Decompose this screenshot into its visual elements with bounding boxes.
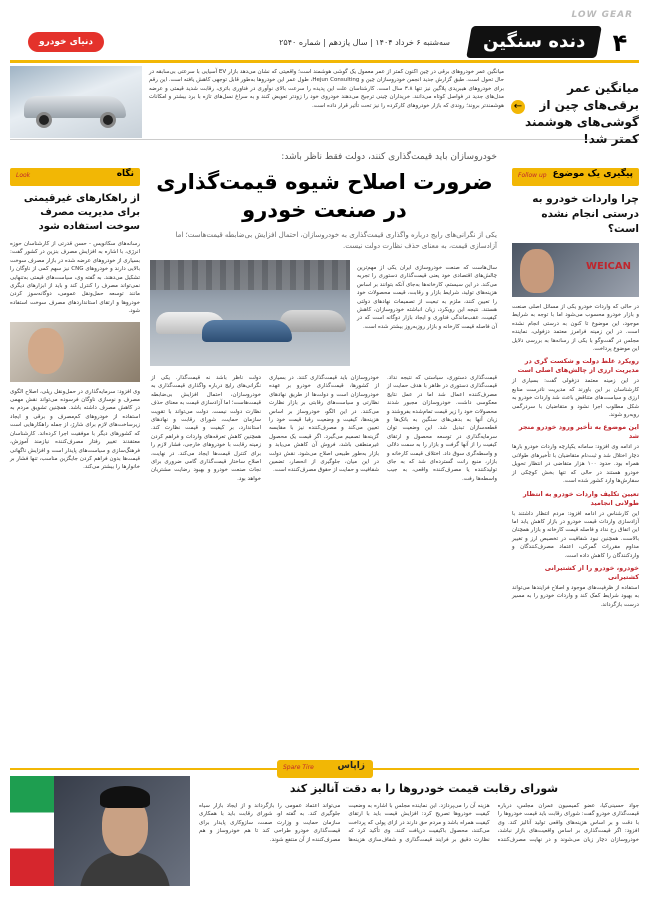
- lead-title: میانگین عمر برقی‌های چین از گوشی‌های هوشمند کمتر شد!: [525, 81, 639, 146]
- main-lead: یکی از نگرانی‌های رایج درباره واگذاری قیمت‌گذاری به خودروسازان، احتمال افزایش بی‌ضابطه قیمت‌هاست؛ اما آزادسازی قیمت، به معنای حذف نظارت دولت نیست.: [175, 231, 497, 250]
- main-column-2: خودروسازان باید قیمت‌گذاری کنند. در بسیاری از کشورها، قیمت‌گذاری خودرو بر عهده خودروسازان است و دولت‌ها از طریق نهادهای نظارتی و سیاست‌های رقابتی بر بازار نظارت می‌کنند. در این الگو، خودروساز بر اساس هزینه‌ها، کیفیت و وضعیت رقبا قیمت خود را تعیین می‌کند و مصرف‌کننده نیز با مقایسه گزینه‌ها تصمیم می‌گیرد. اگر قیمت یک محصول غیرمنطقی باشد، فروش آن کاهش می‌یابد و بازار به‌طور طبیعی اصلاح می‌شود. نقش دولت در این میان، جلوگیری از انحصار، تضمین شفافیت و حمایت از حقوق مصرف‌کننده است.: [269, 375, 379, 474]
- car-factory-photo: [150, 260, 350, 366]
- main-intro-paragraph: سال‌هاست که صنعت خودروسازی ایران یکی از مهم‌ترین چالش‌های اقتصادی خود یعنی قیمت‌گذاری دستوری را تجربه می‌کند. در این سیستم، کارخانه‌ها به‌جای آنکه بتوانند بر اساس هزینه‌های تولید، شرایط بازار و رقابت، قیمت محصولات خود را تعیین کنند، ملزم به تبعیت از تصمیمات نهادهای دولتی هستند. نتیجه این رویکرد، زیان انباشته خودروسازان، کاهش کیفیت، عقب‌ماندگی فناوری و ایجاد بازار دوگانه است که در آن فاصله قیمت کارخانه و بازار روزبه‌روز بیشتر شده است.: [357, 265, 497, 330]
- right-column: [512, 168, 639, 760]
- right-subhead-3: تعیین تکلیف واردات خودرو به انتظار طولانی انجامید: [522, 489, 639, 507]
- main-column-3: دولت ناظر باشد نه قیمت‌گذار. یکی از نگرانی‌های رایج درباره واگذاری قیمت‌گذاری به خودروسازان، احتمال افزایش بی‌ضابطه قیمت‌هاست؛ اما آزادسازی قیمت به معنای حذف نظارت دولت نیست. دولت می‌تواند با تقویت سازمان حمایت، شورای رقابت و نهادهای استاندارد، بر کیفیت و قیمت نظارت کند. همچنین کاهش تعرفه‌های واردات و فراهم کردن زمینه رقابت با خودروهای خارجی، فشار لازم را برای کنترل قیمت‌ها ایجاد می‌کند. در نهایت، اصلاح ساختار قیمت‌گذاری گامی ضروری برای نجات صنعت خودرو و بهبود رضایت مشتریان خواهد بود.: [151, 375, 261, 482]
- expert-photo: [10, 322, 140, 382]
- right-paragraph-4: این کارشناس در ادامه افزود: مردم انتظار داشتند با آزادسازی واردات قیمت خودرو در بازار کاهش یابد اما این اتفاق رخ نداد و فاصله قیمت کارخانه و بازار همچنان بالاست. همچنین نبود شفافیت در تخصیص ارز و تغییر مداوم مقررات گمرکی، اعتماد مصرف‌کنندگان و واردکنندگان را کاهش داده است.: [512, 510, 639, 559]
- cleric-photo: [10, 776, 190, 886]
- left-kicker: [10, 168, 140, 186]
- bottom-body: جواد حسینی‌کیا، عضو کمیسیون عمران مجلس، درباره قیمت‌گذاری خودرو گفت: شورای رقابت باید قیمت خودروها را با دقت و بر اساس هزینه‌های واقعی تولید آنالیز کند. وی افزود: اگر قیمت‌گذاری بر اساس واقعیت‌های بازار نباشد، خودروسازان دچار زیان می‌شوند و در نهایت مصرف‌کننده هزینه آن را می‌پردازد. این نماینده مجلس با اشاره به وضعیت کیفیت خودروها تصریح کرد: افزایش قیمت باید با ارتقای کیفیت همراه باشد و مردم حق دارند در ازای پولی که پرداخت می‌کنند، محصول باکیفیت دریافت کنند. وی تأکید کرد که نظارت دقیق بر فرایند قیمت‌گذاری و شفاف‌سازی هزینه‌ها می‌تواند اعتماد عمومی را بازگرداند و از ایجاد بازار سیاه جلوگیری کند. به گفته او، شورای رقابت باید با همکاری سازمان حمایت و وزارت صمت، سازوکاری پایدار برای قیمت‌گذاری خودرو طراحی کند تا هم خودروساز و هم مصرف‌کننده از آن منتفع شوند.: [199, 803, 639, 843]
- brand-english: LOW GEAR: [571, 10, 633, 20]
- page-number: ۴: [612, 29, 628, 57]
- right-subhead-4: خودرو، خودرو را از کشتیرانی کشتیرانی: [544, 563, 639, 581]
- photo-backdrop-text: WEICAN: [585, 261, 631, 272]
- issue-info: سه‌شنبه ۶ خرداد ۱۴۰۴ | سال یازدهم | شماره ۲۵۴۰: [279, 38, 450, 47]
- electric-car-photo: [10, 66, 142, 138]
- left-column: [10, 168, 140, 760]
- lead-story: [10, 66, 639, 146]
- right-headline: چرا واردات خودرو به درستی انجام نشده است؟: [532, 193, 639, 235]
- right-kicker-en: Follow up: [518, 172, 547, 179]
- iran-flag: [10, 776, 54, 886]
- lead-body: میانگین عمر خودروهای برقی در چین اکنون کمتر از عمر معمول یک گوشی هوشمند است؛ واقعیتی که نشان می‌دهد بازار EV آسیایی با سرعتی بی‌سابقه در حال تحول است. طبق گزارش جدید انجمن خودروسازان چین و Hejun Consulting، طول عمر این خودروها به‌طور قابل توجهی کاهش یافته است. این رقم برای خودروهای هیبریدی پلاگین نیز تنها ۳.۸ سال است. کارشناسان علت این پدیده را سرعت بالای نوآوری در فناوری باتری، رقابت شدید قیمتی و عرضه مدل‌های جدید در فواصل کوتاه می‌دانند. خریداران چینی ترجیح می‌دهند خودروی خود را زودتر تعویض کنند و به سراغ نسل‌های تازه با برد بیشتر و امکانات هوشمندتر بروند؛ روندی که بازار خودروهای کارکرده را نیز تحت تأثیر قرار داده است.: [149, 69, 504, 109]
- car-wheel-rear: [100, 112, 116, 128]
- turban: [100, 786, 150, 808]
- right-kicker-fa: پیگیری یک موضوع: [552, 169, 633, 179]
- right-subhead-2: این موضوع به تأخیر ورود خودرو منجر شد: [518, 423, 639, 441]
- robe: [80, 852, 170, 886]
- right-subhead-1: رویکرد غلط دولت و شکست گری در مدیریت ارزی از چالش‌های اصلی است: [517, 357, 639, 375]
- main-article: [146, 152, 503, 760]
- bottom-kicker: [277, 760, 373, 778]
- blue-car: [202, 320, 292, 342]
- left-kicker-fa: نگاه: [116, 169, 134, 179]
- bottom-story: [10, 761, 639, 890]
- right-kicker: [512, 168, 639, 186]
- bottom-headline: شورای رقابت قیمت خودروها را به دقت آنالیز کند: [289, 782, 559, 795]
- right-paragraph-3: در ادامه وی افزود: سامانه یکپارچه واردات خودرو بارها دچار اختلال شد و ثبت‌نام متقاضیان با تأخیرهای طولانی همراه بود. حدود ۱۰۰ هزار متقاضی در انتظار تحویل خودرو هستند در حالی که تنها بخش کوچکی از سفارش‌ها وارد کشور شده است.: [512, 444, 639, 485]
- top-strip: [10, 10, 639, 22]
- left-kicker-en: Look: [16, 172, 31, 179]
- bottom-kicker-fa: زاپاس: [337, 761, 365, 771]
- left-headline: از راهکارهای غیرقیمتی برای مدیریت مصرف سوخت استفاده شود: [23, 193, 140, 232]
- section-banner: [466, 26, 602, 58]
- left-paragraph-1: رسانه‌های سکانویس - حسن قدرتی از کارشناسان حوزه انرژی، با اشاره به افزایش مصرف بنزین در کشور گفت: بسیاری از خودروهای عرضه شده در بازار مصرف سوخت بالایی دارند و خودروهای CNG نیز سهم کمی از ناوگان را تشکیل می‌دهند. به گفته وی، سیاست‌های قیمتی به‌تنهایی نمی‌تواند مصرف را کنترل کند و باید از ابزارهای دیگری مانند توسعه حمل‌ونقل عمومی، دوگانه‌سوز کردن خودروها و ارتقای استانداردهای مصرف سوخت استفاده شود.: [10, 241, 141, 315]
- left-paragraph-2: وی افزود: سرمایه‌گذاری در حمل‌ونقل ریلی، اصلاح الگوی مصرف و نوسازی ناوگان فرسوده می‌تواند نقش مهمی در کاهش مصرف داشته باشد. همچنین تشویق مردم به استفاده از خودروهای کم‌مصرف و برقی و ایجاد زیرساخت‌های لازم برای شارژ، از جمله راهکارهایی است که کشورهای دیگر با موفقیت اجرا کرده‌اند. کارشناسان معتقدند تغییر رفتار مصرف‌کننده نیازمند آموزش، فرهنگ‌سازی و سیاست‌های پایدار است و افزایش ناگهانی قیمت‌ها بدون فراهم کردن جایگزین مناسب، تنها فشار بر خانوارها را بیشتر می‌کند.: [10, 388, 140, 471]
- interviewee-photo: [512, 243, 639, 297]
- arrow-left-icon: ←: [511, 100, 525, 114]
- main-headline: ضرورت اصلاح شیوه قیمت‌گذاری در صنعت خودرو: [156, 170, 493, 222]
- right-paragraph-5: استفاده از ظرفیت‌های موجود و اصلاح فرایندها می‌تواند به بهبود شرایط کمک کند و واردات خودرو را به مسیر درست بازگرداند.: [512, 584, 639, 608]
- masthead-rule: [10, 60, 639, 63]
- person-face: [520, 249, 554, 293]
- bottom-kicker-en: Spare Tire: [283, 764, 314, 771]
- main-kicker: خودروسازان باید قیمت‌گذاری کنند، دولت فقط ناظر باشد:: [281, 152, 497, 162]
- expert-face: [28, 328, 64, 374]
- right-paragraph-1: در حالی که واردات خودرو یکی از مسائل اصلی صنعت و بازار خودرو محسوب می‌شود اما با توجه به شرایط موجود، این موضوع تا کنون به درستی انجام نشده است. در این زمینه فرامرز معتمد دزفولی، نماینده مجلس در گفت‌وگو با یکی از رسانه‌ها به بررسی دلایل این موضوع پرداخت.: [512, 304, 639, 353]
- masthead: [10, 10, 639, 65]
- factory-ceiling: [150, 260, 350, 290]
- car-wheel-front: [36, 112, 52, 128]
- right-paragraph-2: در این زمینه معتمد دزفولی گفت: بسیاری از کارشناسان بر این باورند که مدیریت نادرست منابع ارزی و سیاست‌های متناقض باعث شد واردات خودرو به شکل مطلوب اجرا نشود و متقاضیان با سردرگمی روبه‌رو شوند.: [512, 378, 639, 419]
- section-title: دنده سنگین: [482, 31, 586, 52]
- main-column-1: قیمت‌گذاری دستوری، سیاستی که نتیجه نداد. قیمت‌گذاری دستوری در ظاهر با هدف حمایت از مصرف‌کننده اعمال شد اما در عمل نتایج معکوسی داشت. خودروسازان مجبور شدند محصولات خود را زیر قیمت تمام‌شده بفروشند و زیان آنها به بدهی‌های سنگین به بانک‌ها و قطعه‌سازان تبدیل شد. این وضعیت توان سرمایه‌گذاری در توسعه محصول و ارتقای کیفیت را از آنها گرفت و بازار را به سمت دلالی و واسطه‌گری سوق داد. اختلاف قیمت کارخانه و بازار، منبع رانت گسترده‌ای شد که به جای تولیدکننده یا مصرف‌کننده واقعی، به جیب واسطه‌ها رفت.: [387, 375, 497, 482]
- newspaper-logo: دنیای خودرو: [28, 32, 104, 52]
